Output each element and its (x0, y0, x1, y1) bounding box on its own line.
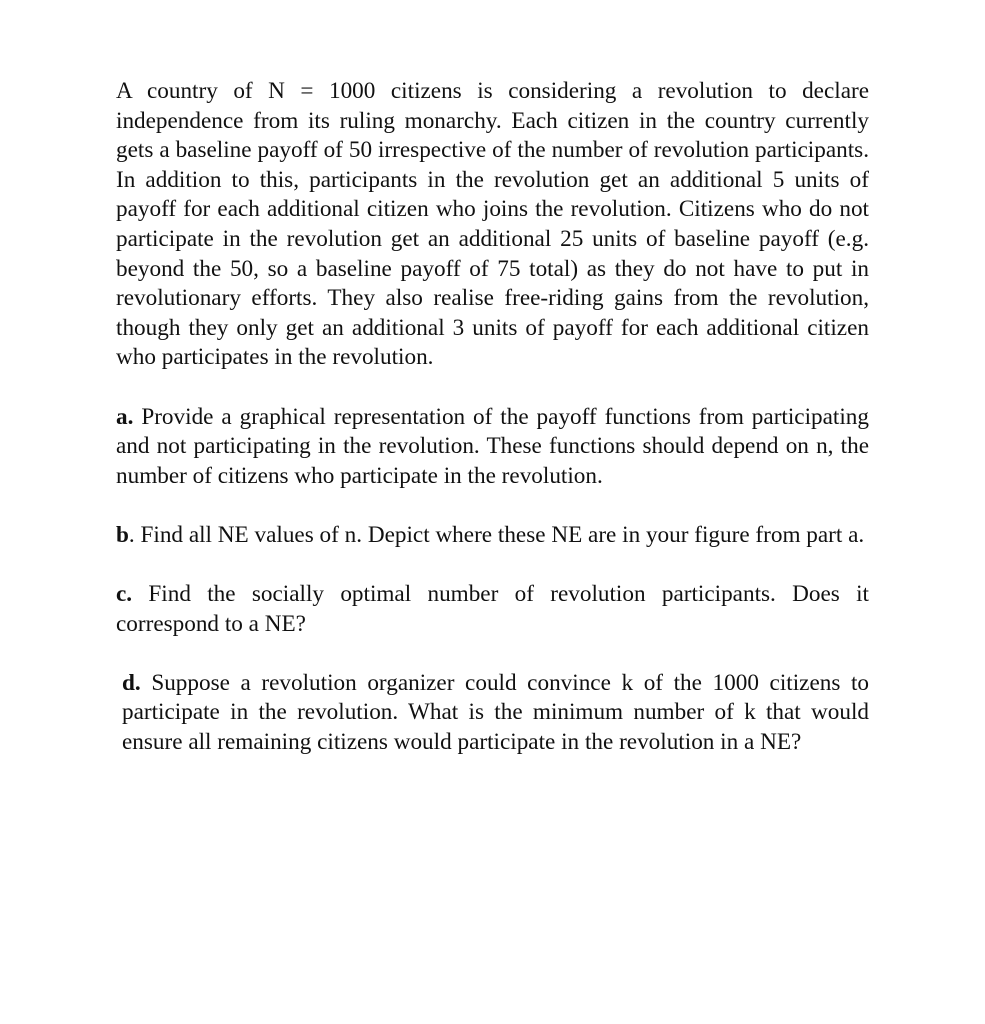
question-c (116, 580, 869, 639)
question-d (116, 669, 869, 758)
problem-intro: A country of N = 1000 citizens is considering a revolution to declare independence from its ruling monarchy. Each citizen in the country currently gets a baseline payoff of 50 irrespective of the number of revolution participants. In addition to this, participants in the revolution get an additional 5 units of payoff for each additional citizen who joins the revolution. Citizens who do not participate in the revolution get an additional 25 units of baseline payoff (e.g. beyond the 50, so a baseline payoff of 75 total) as they do not have to put in revolutionary efforts. They also realise free-riding gains from the revolution, though they only get an additional 3 units of payoff for each additional citizen who participates in the revolution. (116, 78, 869, 371)
question-b-text: . Find all NE values of n. Depict where these NE are in your figure from part a. (128, 521, 865, 548)
question-a (116, 403, 869, 492)
question-b (116, 521, 869, 551)
question-d-text: Suppose a revolution organizer could convince k of the 1000 citizens to participate in the revolution. What is the minimum number of k that would ensure all remaining citizens would participate in the revolution in a NE? (122, 669, 869, 756)
question-c-text: Find the socially optimal number of revolution participants. Does it correspond to a NE? (116, 581, 869, 637)
question-b-label: b (116, 521, 129, 548)
question-c-label: c. (116, 581, 133, 608)
problem-document (116, 77, 869, 787)
question-a-label: a. (116, 403, 134, 430)
question-a-text: Provide a graphical representation of the payoff functions from participating and not participating in the revolution. These functions should depend on n, the number of citizens who participate in the revolution. (116, 403, 869, 489)
question-d-label: d. (122, 669, 141, 696)
